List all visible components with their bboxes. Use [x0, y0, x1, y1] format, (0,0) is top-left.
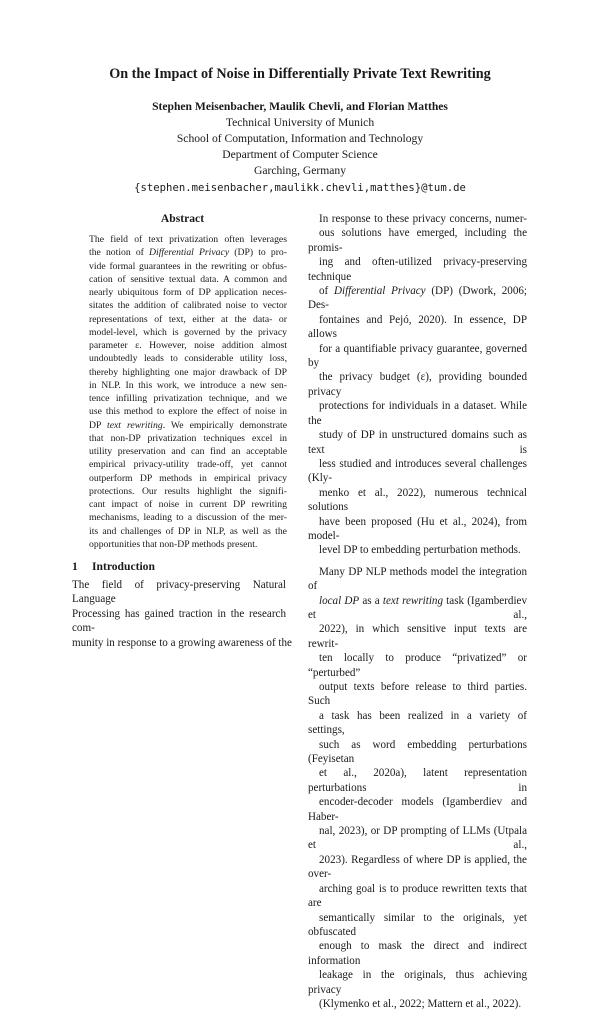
right-para1-line: for a quantifiable privacy guarantee, governed by — [308, 342, 527, 370]
right-para2-line: a task has been realized in a variety of settings, — [308, 709, 527, 737]
right-para2-line: ten locally to produce “privatized” or “perturbed” — [308, 652, 527, 679]
abstract-line: parameter ε. However, noise addition almost — [89, 340, 287, 351]
right-para1-line: less studied and introduces several challenges (Kly- — [308, 457, 527, 485]
intro-line: The field of privacy-preserving Natural Language — [72, 579, 286, 606]
abstract-line: tence infilling privatization technique, and we — [89, 393, 287, 404]
right-para1-line: ous solutions have emerged, including the promis- — [308, 227, 527, 254]
right-para2-line: (Klymenko et al., 2022; Mattern et al., 2022). — [319, 997, 522, 1010]
abstract-line: cation of sensitive textual data. A common and — [89, 273, 287, 285]
abstract-line: mechanisms, leading to a discussion of the mer- — [89, 512, 287, 524]
abstract-line: The field of text privatization often leverages — [89, 234, 287, 245]
affiliation-department: Department of Computer Science — [222, 148, 378, 161]
abstract-line: DP text rewriting. We empirically demonstrate — [89, 419, 288, 431]
affiliation-school: School of Computation, Information and Technology — [176, 132, 424, 145]
right-para2-line: local DP as a text rewriting task (Igamberdiev et al., — [308, 594, 527, 621]
abstract-line: sitates the addition of calibrated noise to vector — [89, 300, 287, 312]
right-para2-line: such as word embedding perturbations (Feyisetan — [308, 738, 527, 766]
abstract-heading: Abstract — [160, 212, 205, 225]
right-column — [308, 212, 527, 1018]
introduction-body — [72, 578, 292, 650]
affiliation-email-row — [0, 181, 600, 194]
section-heading-introduction — [72, 560, 155, 573]
right-para1-line: level DP to embedding perturbation methods. — [319, 544, 521, 557]
right-para2-line: Many DP NLP methods model the integration of — [308, 565, 527, 593]
intro-line: Processing has gained traction in the research com- — [72, 607, 286, 635]
abstract-line: opportunities that non-DP methods present. — [89, 538, 258, 550]
author-list: Stephen Meisenbacher, Maulik Chevli, and Florian Matthes — [152, 100, 448, 113]
abstract-line: in NLP. In this work, we introduce a new sen- — [89, 379, 287, 391]
right-para1-line: of Differential Privacy (DP) (Dwork, 2006; Des- — [308, 285, 527, 312]
right-para1-line: have been proposed (Hu et al., 2024), from model- — [308, 515, 527, 542]
intro-line: munity in response to a growing awareness of the — [72, 636, 292, 649]
right-para2-line: encoder-decoder models (Igamberdiev and Haber- — [308, 796, 527, 823]
right-para1-line: protections for individuals in a dataset. While the — [308, 400, 527, 427]
right-para1-line: study of DP in unstructured domains such as text is — [308, 429, 527, 456]
right-para2-line: et al., 2020a), latent representation perturbations in — [308, 767, 527, 794]
abstract-line: its and challenges of DP in NLP, as well as the — [89, 525, 287, 537]
abstract-line: protections. Our results highlight the signifi- — [89, 485, 287, 497]
abstract-line: outperform DP methods in empirical privacy — [89, 472, 287, 484]
right-para2-line: arching goal is to produce rewritten texts that are — [308, 882, 527, 910]
right-para1-line: In response to these privacy concerns, numer- — [319, 213, 527, 225]
right-para1-line: fontaines and Pejó, 2020). In essence, DP allows — [308, 313, 527, 341]
affiliation-location: Garching, Germany — [253, 164, 347, 177]
abstract-line: nearly ubiquitous form of DP application neces- — [89, 287, 287, 298]
abstract-line: vide formal guarantees in the rewriting or obfus- — [89, 260, 287, 272]
abstract-line: empirical privacy-utility trade-off, yet cannot — [89, 459, 287, 471]
abstract-body — [89, 233, 287, 551]
right-para1-line: ing and often-utilized privacy-preserving technique — [308, 256, 527, 283]
right-para1-line: menko et al., 2022), numerous technical solutions — [308, 486, 527, 514]
author-emails: {stephen.meisenbacher,maulikk.chevli,matthes}@tum.de — [134, 182, 466, 194]
right-para1-line: the privacy budget (ε), providing bounded privacy — [308, 371, 527, 398]
paper-title: On the Impact of Noise in Differentially Private Text Rewriting — [109, 66, 491, 82]
abstract-line: cant impact of noise in current DP rewriting — [89, 499, 287, 510]
abstract-line: use this method to explore the effect of noise in — [89, 406, 287, 418]
right-para2-line: leakage in the originals, thus achieving privacy — [308, 969, 527, 996]
abstract-line: that non-DP privatization techniques excel in — [89, 432, 287, 444]
right-para2-line: 2023). Regardless of where DP is applied, the over- — [308, 853, 527, 881]
section-number: 1 — [72, 560, 78, 573]
right-paragraph-2 — [308, 565, 527, 1012]
abstract-line: thereby highlighting one major drawback of DP — [89, 366, 287, 378]
abstract-line: model-level, which is governed by the privacy — [89, 326, 287, 338]
section-title: Introduction — [92, 560, 155, 573]
right-para2-line: output texts before release to third parties. Such — [308, 681, 527, 708]
affiliation-university: Technical University of Munich — [225, 116, 375, 129]
abstract-line: undoubtedly leads to considerable utility loss, — [89, 353, 287, 365]
abstract-line: the notion of Differential Privacy (DP) to pro- — [89, 247, 287, 259]
right-para2-line: nal, 2023), or DP prompting of LLMs (Utpala et al., — [308, 825, 527, 852]
right-para2-line: 2022), in which sensitive input texts are rewrit- — [308, 623, 527, 650]
right-para2-line: semantically similar to the originals, yet obfuscated — [308, 911, 527, 938]
abstract-line: representations of text, either at the data- or — [89, 313, 287, 325]
right-paragraph-1 — [308, 212, 527, 558]
abstract-line: utility preservation and can find an acceptable — [89, 446, 287, 457]
right-para2-line: enough to mask the direct and indirect information — [308, 940, 527, 967]
